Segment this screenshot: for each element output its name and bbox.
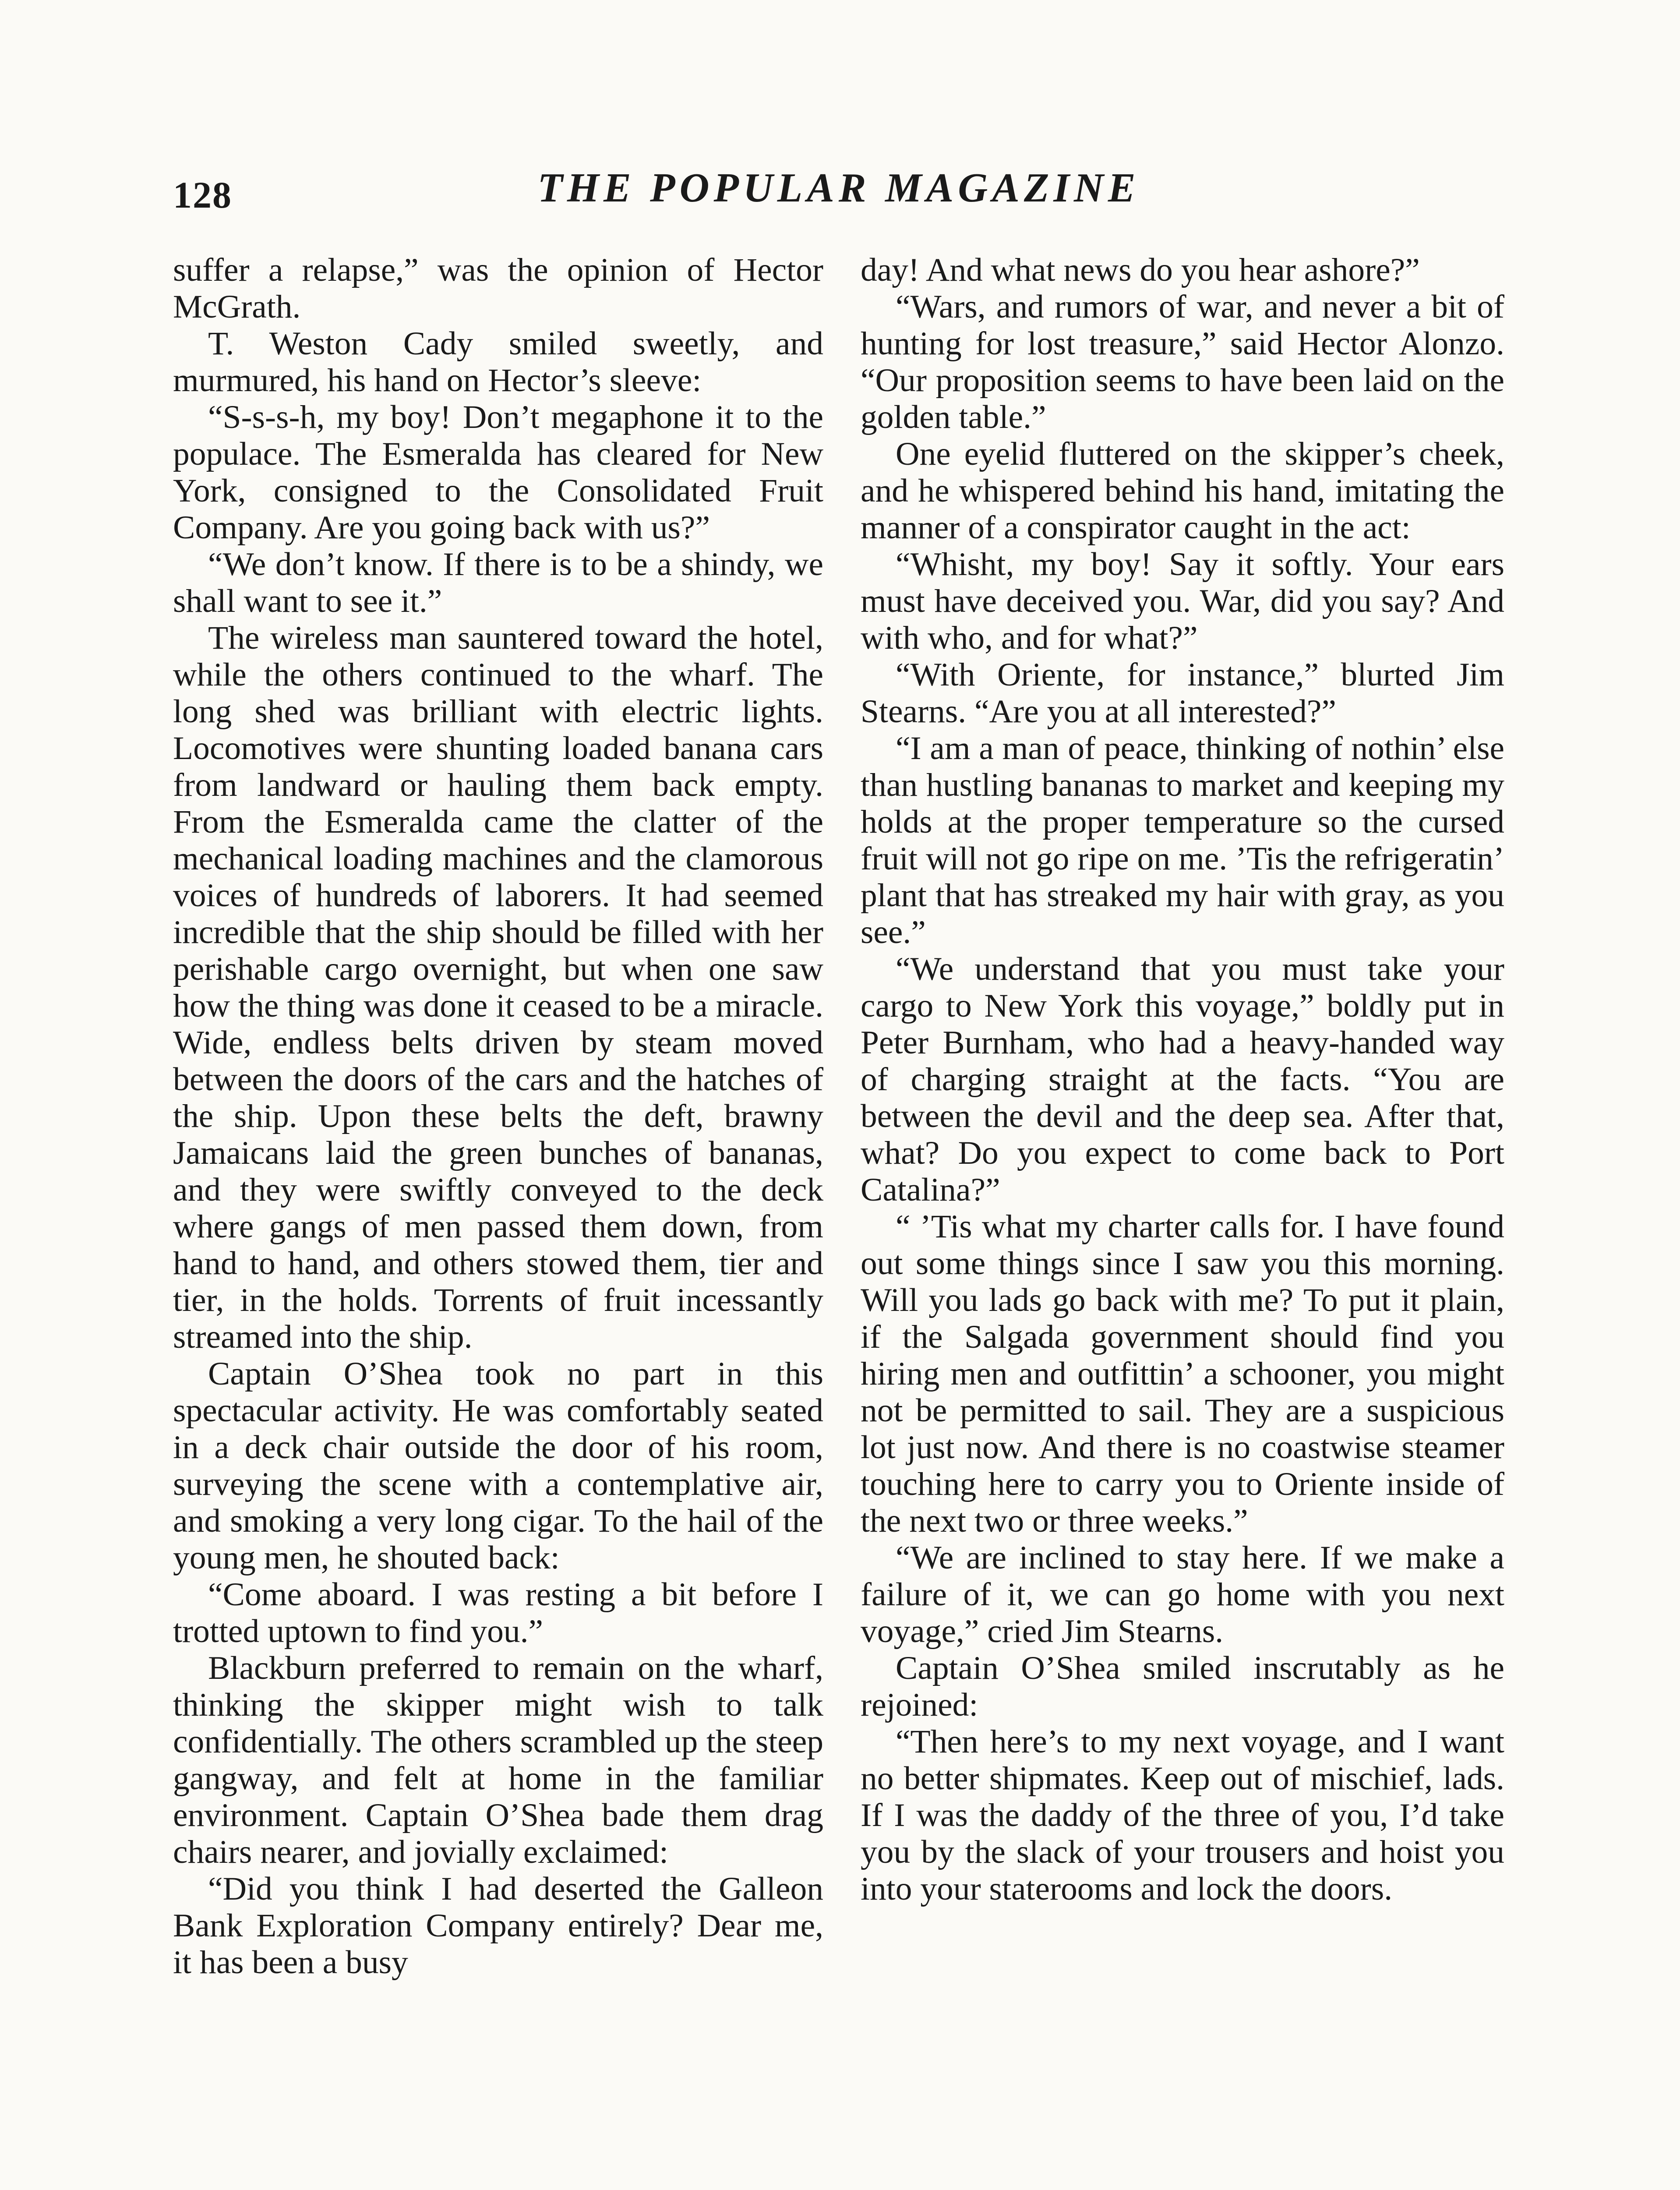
paragraph: The wireless man sauntered toward the hotel, while the others continued to the wharf. The long shed was brilliant with electric lights. Locomotives were shunting loaded banana cars from landward or hauling them back empty. From the Esmeralda came the clatter of the mechanical loading machines and the clamorous voices of hundreds of laborers. It had seemed incredible that the ship should be filled with her perishable cargo overnight, but when one saw how the thing was done it ceased to be a miracle. Wide, endless belts driven by steam moved between the doors of the cars and the hatches of the ship. Upon these belts the deft, brawny Jamaicans laid the green bunches of bananas, and they were swiftly conveyed to the deck where gangs of men passed them down, from hand to hand, and others stowed them, tier and tier, in the holds. Torrents of fruit incessantly streamed into the ship. [173, 620, 823, 1355]
paragraph: “Then here’s to my next voyage, and I want no better shipmates. Keep out of mischief, lads. If I was the daddy of the three of you, I’d take you by the slack of your trousers and hoist you into your staterooms and lock the doors. [861, 1724, 1504, 1907]
paragraph: “We are inclined to stay here. If we make a failure of it, we can go home with you next voyage,” cried Jim Stearns. [861, 1540, 1504, 1650]
running-head: THE POPULAR MAGAZINE [537, 165, 1140, 211]
paragraph: “We understand that you must take your cargo to New York this voyage,” boldly put in Peter Burnham, who had a heavy-handed way of charging straight at the facts. “You are between the devil and the deep sea. After that, what? Do you expect to come back to Port Catalina?” [861, 951, 1504, 1208]
paragraph: Captain O’Shea took no part in this spectacular activity. He was comfortably seated in a deck chair outside the door of his room, surveying the scene with a contemplative air, and smoking a very long cigar. To the hail of the young men, he shouted back: [173, 1356, 823, 1576]
right-column [861, 252, 1504, 1907]
paragraph: “Did you think I had deserted the Galleon Bank Exploration Company entirely? Dear me, it has been a busy [173, 1871, 823, 1981]
left-column [173, 252, 823, 1981]
paragraph: suffer a relapse,” was the opinion of Hector McGrath. [173, 252, 823, 325]
paragraph: “S-s-s-h, my boy! Don’t megaphone it to the populace. The Esmeralda has cleared for New York, consigned to the Consolidated Fruit Company. Are you going back with us?” [173, 399, 823, 546]
paragraph: T. Weston Cady smiled sweetly, and murmured, his hand on Hector’s sleeve: [173, 325, 823, 399]
paragraph: “Wars, and rumors of war, and never a bit of hunting for lost treasure,” said Hector Alonzo. “Our proposition seems to have been laid on the golden table.” [861, 289, 1504, 435]
paragraph: “Whisht, my boy! Say it softly. Your ears must have deceived you. War, did you say? And with who, and for what?” [861, 546, 1504, 656]
paragraph: “ ’Tis what my charter calls for. I have found out some things since I saw you this morning. Will you lads go back with me? To put it plain, if the Salgada government should find you hiring men and outfittin’ a schooner, you might not be permitted to sail. They are a suspicious lot just now. And there is no coastwise steamer touching here to carry you to Oriente inside of the next two or three weeks.” [861, 1208, 1504, 1539]
paragraph: day! And what news do you hear ashore?” [861, 252, 1420, 288]
page-number: 128 [173, 174, 232, 216]
page-header [173, 164, 1504, 230]
paragraph: “I am a man of peace, thinking of nothin’ else than hustling bananas to market and keeping my holds at the proper temperature so the cursed fruit will not go ripe on me. ’Tis the refrigeratin’ plant that has streaked my hair with gray, as you see.” [861, 730, 1504, 950]
paragraph: “With Oriente, for instance,” blurted Jim Stearns. “Are you at all interested?” [861, 657, 1504, 730]
paragraph: Captain O’Shea smiled inscrutably as he rejoined: [861, 1650, 1504, 1723]
paragraph: “Come aboard. I was resting a bit before I trotted uptown to find you.” [173, 1576, 823, 1650]
paragraph: Blackburn preferred to remain on the wharf, thinking the skipper might wish to talk confidentially. The others scrambled up the steep gangway, and felt at home in the familiar environment. Captain O’Shea bade them drag chairs nearer, and jovially exclaimed: [173, 1650, 823, 1870]
paragraph: One eyelid fluttered on the skipper’s cheek, and he whispered behind his hand, imitating the manner of a conspirator caught in the act: [861, 436, 1504, 546]
paragraph: “We don’t know. If there is to be a shindy, we shall want to see it.” [173, 546, 823, 619]
